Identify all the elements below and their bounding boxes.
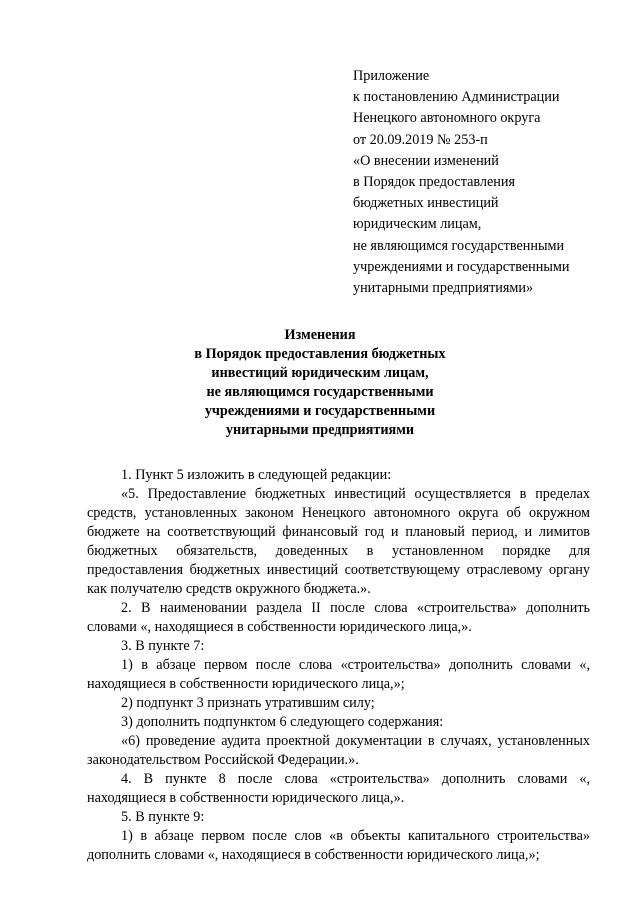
paragraph: 5. В пункте 9: <box>121 809 205 825</box>
paragraph: 3. В пункте 7: <box>121 638 205 654</box>
appendix-line: к постановлению Администрации <box>353 89 560 106</box>
title-line: учреждениями и государственными <box>204 403 436 419</box>
title-line: инвестиций юридическим лицам, <box>211 365 429 381</box>
appendix-line: от 20.09.2019 № 253-п <box>353 131 488 148</box>
title-line: в Порядок предоставления бюджетных <box>194 346 446 362</box>
document-title <box>90 326 550 440</box>
appendix-line: «О внесении изменений <box>353 152 499 169</box>
paragraph: 3) дополнить подпунктом 6 следующего содержания: <box>121 714 444 730</box>
paragraph: 1) в абзаце первом после слов «в объекты капитального строительства» дополнить словами «, находящиеся в собственности юридического лица,»; <box>87 828 590 863</box>
title-line: не являющимся государственными <box>206 384 434 400</box>
document-body <box>87 466 590 865</box>
paragraph: «6) проведение аудита проектной документации в случаях, установленных законодательством Российской Федерации.». <box>87 733 590 768</box>
title-line: Изменения <box>284 327 356 343</box>
appendix-block <box>353 66 623 299</box>
appendix-line: в Порядок предоставления <box>353 174 515 191</box>
appendix-line: бюджетных инвестиций <box>353 195 499 212</box>
paragraph: 2) подпункт 3 признать утратившим силу; <box>121 695 375 711</box>
paragraph: 1. Пункт 5 изложить в следующей редакции: <box>121 467 392 483</box>
paragraph: «5. Предоставление бюджетных инвестиций осуществляется в пределах средств, установленных законом Ненецкого автономного округа об окружном бюджете на соответствующий финансовый год и плановый период, и лимитов бюджетных обязательств, доведенных в установленном порядке для предоставления бюджетных инвестиций соответствующему отраслевому органу как получателю средств окружного бюджета.». <box>87 486 590 597</box>
paragraph: 1) в абзаце первом после слова «строительства» дополнить словами «, находящиеся в собственности юридического лица,»; <box>87 657 590 692</box>
appendix-line: не являющимся государственными <box>353 237 565 254</box>
appendix-line: юридическим лицам, <box>353 216 482 233</box>
appendix-line: Ненецкого автономного округа <box>353 110 541 127</box>
appendix-line: унитарными предприятиями» <box>353 280 534 297</box>
paragraph: 2. В наименовании раздела II после слова «строительства» дополнить словами «, находящиеся в собственности юридического лица,». <box>87 600 590 635</box>
appendix-line: Приложение <box>353 68 430 84</box>
appendix-line: учреждениями и государственными <box>353 258 570 275</box>
title-line: унитарными предприятиями <box>225 422 415 438</box>
paragraph: 4. В пункте 8 после слова «строительства» дополнить словами «, находящиеся в собственности юридического лица,». <box>87 771 590 806</box>
